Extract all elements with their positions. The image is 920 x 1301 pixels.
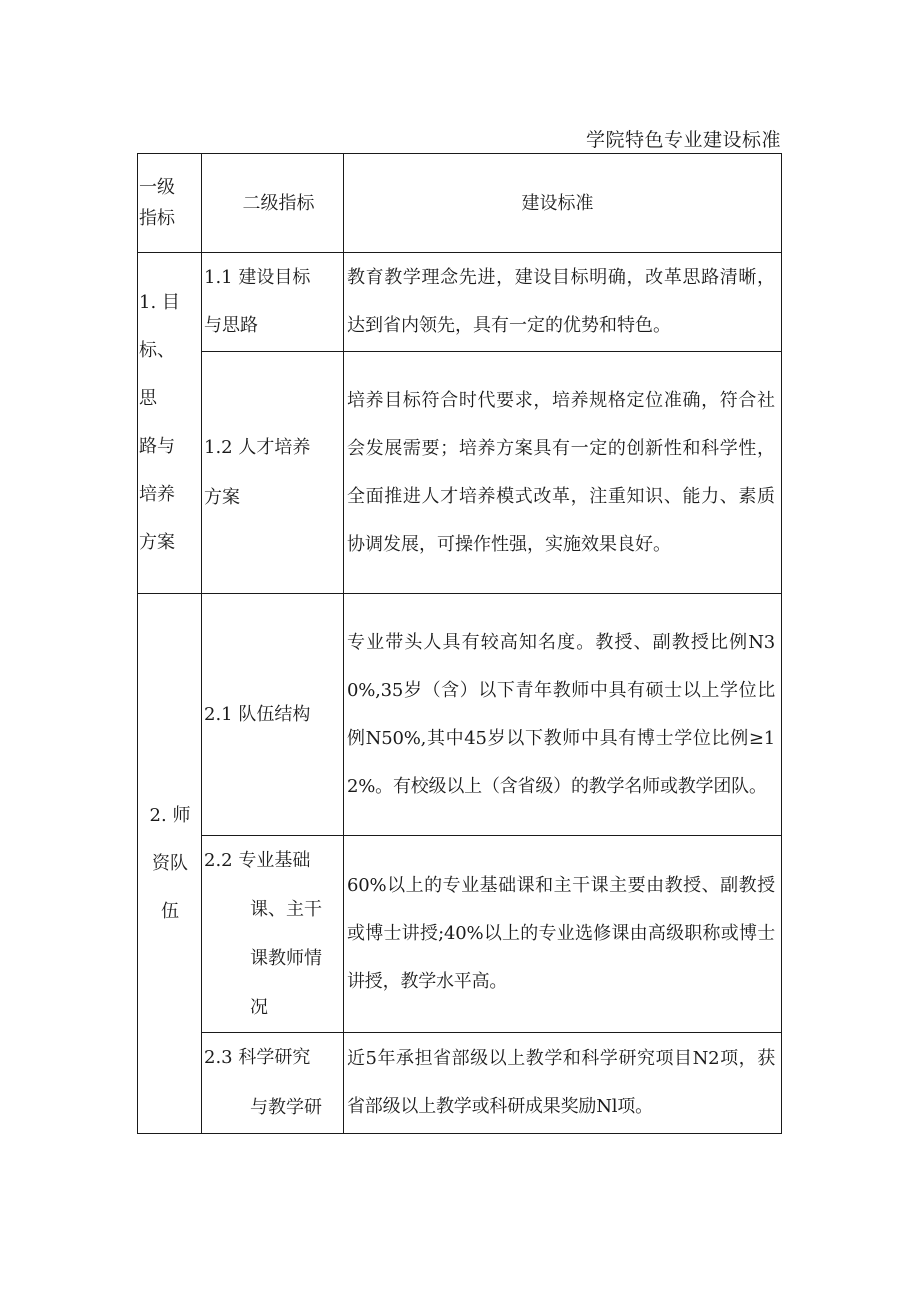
level2-line: 况 [250, 997, 268, 1018]
level2-line: 1.2 人才培养 [204, 436, 311, 458]
header-standard-cell: 建设标准 [344, 154, 782, 253]
table-row [138, 1033, 782, 1134]
table-row [138, 594, 782, 836]
standard-cell-2-3: 近5年承担省部级以上教学和科学研究项目N2项，获省部级以上教学或科研成果奖励Nl项。 [344, 1033, 782, 1134]
standard-cell-2-1: 专业带头人具有较高知名度。教授、副教授比例N30%,35岁（含）以下青年教师中具有硕士以上学位比例N50%,其中45岁以下教师中具有博士学位比例≥12%。有校级以上（含省级）的教学名师或教学团队。 [344, 594, 782, 836]
level2-line: 1.1 建设目标 [204, 267, 311, 288]
table-row [138, 352, 782, 594]
level1-line: 标、 [139, 340, 175, 361]
table-row [138, 836, 782, 1033]
header-level1-cell [138, 154, 202, 253]
level2-line: 2.2 专业基础 [204, 850, 311, 871]
level2-line: 方案 [204, 486, 240, 508]
level1-line: 2. 师 [149, 804, 191, 826]
level1-line: 伍 [161, 900, 179, 922]
standard-cell-1-2: 培养目标符合时代要求，培养规格定位准确，符合社会发展需要；培养方案具有一定的创新性和科学性，全面推进人才培养模式改革，注重知识、能力、素质协调发展，可操作性强，实施效果良好。 [344, 352, 782, 594]
standards-table [137, 153, 782, 1134]
level1-line: 思 [139, 388, 157, 409]
level2-cell-1-1 [202, 253, 344, 352]
level2-line: 课、主干 [250, 899, 322, 920]
level2-line: 与教学研 [250, 1097, 322, 1118]
table-header-row [138, 154, 782, 253]
level2-line: 2.1 队伍结构 [204, 703, 311, 725]
level1-line: 1. 目 [139, 292, 180, 313]
level2-cell-2-1 [202, 594, 344, 836]
standard-cell-2-2: 60%以上的专业基础课和主干课主要由教授、副教授或博士讲授;40%以上的专业选修课由高级职称或博士讲授，教学水平高。 [344, 836, 782, 1033]
level1-line: 路与 [139, 436, 175, 457]
document-title: 学院特色专业建设标准 [585, 129, 781, 151]
standard-cell-1-1: 教育教学理念先进，建设目标明确，改革思路清晰，达到省内领先，具有一定的优势和特色。 [344, 253, 782, 352]
table-row [138, 253, 782, 352]
level1-line: 方案 [139, 532, 175, 553]
level1-line: 培养 [139, 484, 175, 505]
level2-line: 与思路 [204, 315, 258, 336]
level2-line: 2.3 科学研究 [204, 1047, 311, 1068]
level2-cell-2-2 [202, 836, 344, 1033]
level1-cell-faculty [138, 594, 202, 1134]
header-level1-line: 指标 [139, 208, 175, 229]
level2-line: 课教师情 [250, 948, 322, 969]
level1-line: 资队 [152, 852, 188, 874]
level1-cell-goals [138, 253, 202, 594]
level2-cell-1-2 [202, 352, 344, 594]
header-level2-cell: 二级指标 [202, 154, 344, 253]
header-level1-line: 一级 [139, 177, 175, 198]
level2-cell-2-3 [202, 1033, 344, 1134]
